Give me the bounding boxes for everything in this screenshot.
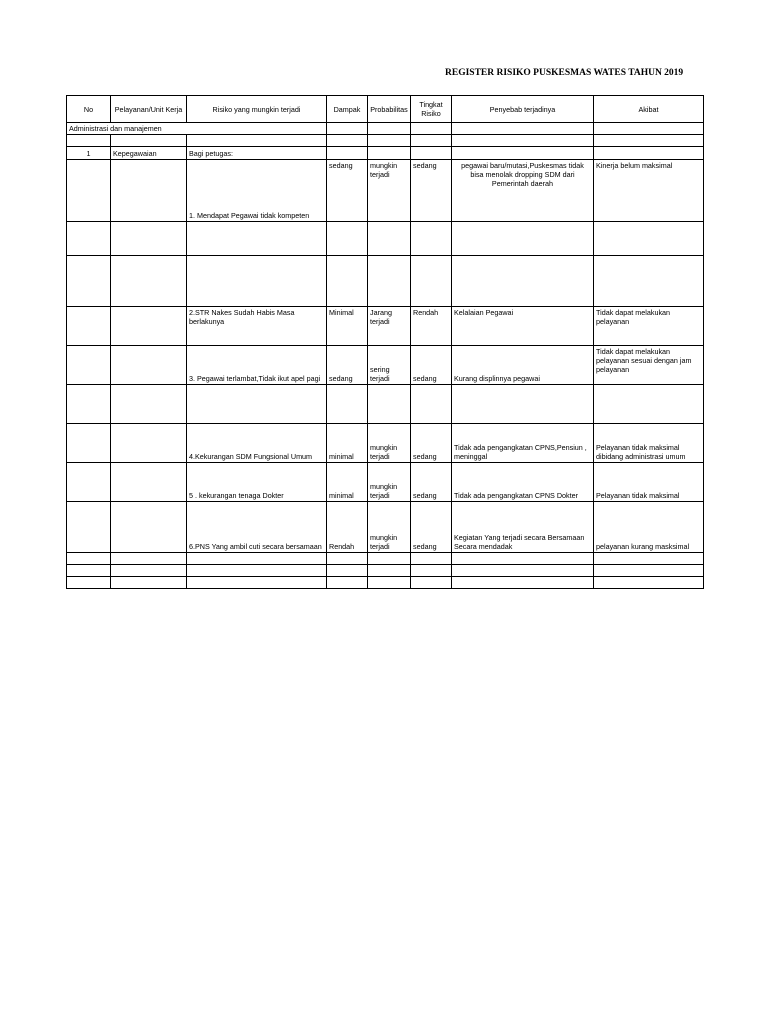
risk-register-table: [66, 95, 704, 589]
risk-level-cell: sedang: [411, 463, 452, 502]
header-impact: Dampak: [327, 96, 368, 123]
risk-cell: 4.Kekurangan SDM Fungsional Umum: [187, 424, 327, 463]
spacer-row: [67, 256, 704, 307]
probability-cell: mungkin terjadi: [368, 502, 411, 553]
risk-cell: 1. Mendapat Pegawai tidak kompeten: [187, 160, 327, 222]
impact-cell: Rendah: [327, 502, 368, 553]
risk-cell: 3. Pegawai terlambat,Tidak ikut apel pagi: [187, 346, 327, 385]
probability-cell: mungkin terjadi: [368, 463, 411, 502]
cause-cell: Tidak ada pengangkatan CPNS Dokter: [452, 463, 594, 502]
probability-cell: sering terjadi: [368, 346, 411, 385]
cause-cell: Kegiatan Yang terjadi secara Bersamaan Secara mendadak: [452, 502, 594, 553]
header-row: [67, 96, 704, 123]
header-no: No: [67, 96, 111, 123]
document-title: REGISTER RISIKO PUSKESMAS WATES TAHUN 2019: [445, 68, 684, 78]
table-row: [67, 307, 704, 346]
spacer-row: [67, 565, 704, 577]
cause-cell: Tidak ada pengangkatan CPNS,Pensiun , meninggal: [452, 424, 594, 463]
risk-cell: 6.PNS Yang ambil cuti secara bersamaan: [187, 502, 327, 553]
header-probability: Probabilitas: [368, 96, 411, 123]
section-row: [67, 123, 704, 135]
spacer-row: [67, 553, 704, 565]
row-number: 1: [67, 147, 111, 160]
effect-cell: Tidak dapat melakukan pelayanan sesuai dengan jam pelayanan: [594, 346, 704, 385]
header-effect: Akibat: [594, 96, 704, 123]
effect-cell: Pelayanan tidak maksimal: [594, 463, 704, 502]
probability-cell: mungkin terjadi: [368, 160, 411, 222]
impact-cell: sedang: [327, 160, 368, 222]
risk-cell: Bagi petugas:: [187, 147, 327, 160]
header-risk-level: Tingkat Risiko: [411, 96, 452, 123]
impact-cell: minimal: [327, 463, 368, 502]
header-risk: Risiko yang mungkin terjadi: [187, 96, 327, 123]
table-row: [67, 502, 704, 553]
effect-cell: Kinerja belum maksimal: [594, 160, 704, 222]
risk-level-cell: sedang: [411, 502, 452, 553]
cause-cell: pegawai baru/mutasi,Puskesmas tidak bisa menolak dropping SDM dari Pemerintah daerah: [452, 160, 594, 222]
spacer-row: [67, 385, 704, 424]
effect-cell: Pelayanan tidak maksimal dibidang administrasi umum: [594, 424, 704, 463]
table-row: [67, 160, 704, 222]
spacer-row: [67, 222, 704, 256]
impact-cell: sedang: [327, 346, 368, 385]
risk-level-cell: sedang: [411, 424, 452, 463]
probability-cell: mungkin terjadi: [368, 424, 411, 463]
spacer-row: [67, 577, 704, 589]
risk-level-cell: sedang: [411, 346, 452, 385]
unit-cell: Kepegawaian: [111, 147, 187, 160]
risk-level-cell: Rendah: [411, 307, 452, 346]
impact-cell: Minimal: [327, 307, 368, 346]
risk-cell: 2.STR Nakes Sudah Habis Masa berlakunya: [187, 307, 327, 346]
section-label: Administrasi dan manajemen: [67, 123, 187, 135]
cause-cell: Kelalaian Pegawai: [452, 307, 594, 346]
table-row: [67, 463, 704, 502]
cause-cell: Kurang displinnya pegawai: [452, 346, 594, 385]
table-row: [67, 346, 704, 385]
probability-cell: Jarang terjadi: [368, 307, 411, 346]
header-unit: Pelayanan/Unit Kerja: [111, 96, 187, 123]
effect-cell: Tidak dapat melakukan pelayanan: [594, 307, 704, 346]
effect-cell: pelayanan kurang masksimal: [594, 502, 704, 553]
spacer-row: [67, 135, 704, 147]
table-row: [67, 424, 704, 463]
header-cause: Penyebab terjadinya: [452, 96, 594, 123]
impact-cell: minimal: [327, 424, 368, 463]
risk-level-cell: sedang: [411, 160, 452, 222]
risk-cell: 5 . kekurangan tenaga Dokter: [187, 463, 327, 502]
table-row: [67, 147, 704, 160]
